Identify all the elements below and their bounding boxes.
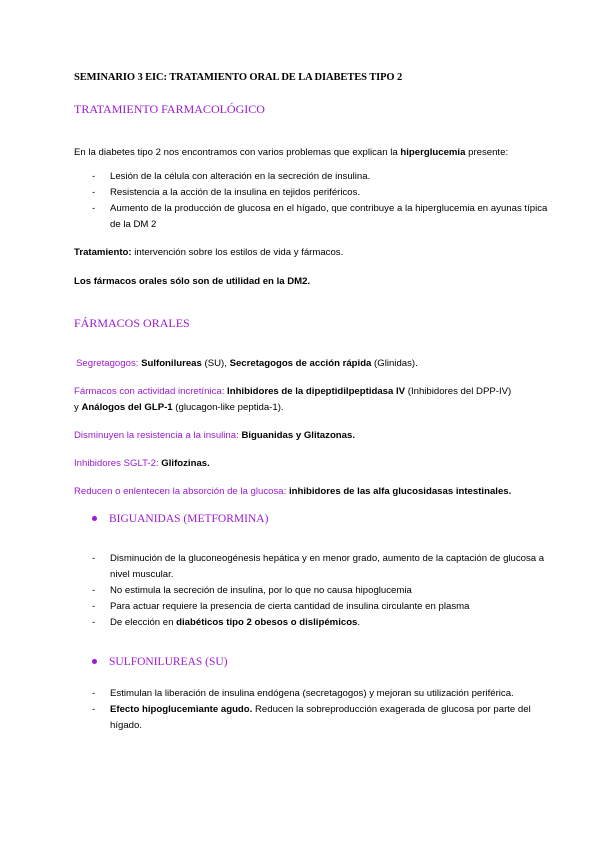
intro-text: En la diabetes tipo 2 nos encontramos con varios problemas que explican la [74,147,401,158]
sulfonilureas-list [92,686,550,734]
resistencia-line: Disminuyen la resistencia a la insulina: Biguanidas y Glitazonas. [74,430,355,441]
list-item: - Efecto hipoglucemiante agudo. Reducen la sobreproducción exagerada de glucosa por parte del hígado. [92,704,531,731]
sglt2-line: Inhibidores SGLT-2: Glifozinas. [74,458,210,469]
section-heading-tratamiento: TRATAMIENTO FARMACOLÓGICO [74,102,265,116]
problems-list [92,169,550,233]
biguanidas-heading: BIGUANIDAS (METFORMINA) [92,513,268,525]
section-heading-farmacos-orales: FÁRMACOS ORALES [74,316,190,330]
list-item: - Lesión de la célula con alteración en la secreción de insulina. [92,171,371,182]
orales-note: Los fármacos orales sólo son de utilidad en la DM2. [74,276,311,287]
secretagogos-line: Segretagogos: Sulfonilureas (SU), Secretagogos de acción rápida (Glinidas). [76,358,418,369]
tratamiento-paragraph: Tratamiento: intervención sobre los estilos de vida y fármacos. [74,247,344,258]
list-item: - Aumento de la producción de glucosa en el hígado, que contribuye a la hiperglucemia en ayunas típica de la DM 2 [92,203,548,230]
list-item: - No estimula la secreción de insulina, por lo que no causa hipoglucemia [92,585,412,596]
intro-text-end: presente: [465,147,509,158]
sulfonilureas-heading: SULFONILUREAS (SU) [92,656,228,668]
list-item: - Estimulan la liberación de insulina endógena (secretagogos) y mejoran su utilización periférica. [92,688,514,699]
list-item: - Disminución de la gluconeogénesis hepática y en menor grado, aumento de la captación de glucosa a nivel muscular. [92,553,545,580]
intro-bold: hiperglucemia [400,147,466,158]
bullet-dot-icon [92,659,97,664]
biguanidas-list [92,551,550,631]
list-item: - Resistencia a la acción de la insulina en tejidos periféricos. [92,187,361,198]
incretinica-line: Fármacos con actividad incretínica: Inhibidores de la dipeptidilpeptidasa IV (Inhibidores del DPP-IV) [74,386,512,397]
intro-paragraph [74,146,508,159]
bullet-dot-icon [92,516,97,521]
incretinica-line-2: y Análogos del GLP-1 (glucagon-like peptida-1). [74,402,284,413]
list-item: - Para actuar requiere la presencia de cierta cantidad de insulina circulante en plasma [92,601,470,612]
document-title: SEMINARIO 3 EIC: TRATAMIENTO ORAL DE LA DIABETES TIPO 2 [74,72,403,83]
list-item: - De elección en diabéticos tipo 2 obesos o dislipémicos. [92,617,361,628]
absorcion-line: Reducen o enlentecen la absorción de la glucosa: inhibidores de las alfa glucosidasas intestinales. [74,486,512,497]
